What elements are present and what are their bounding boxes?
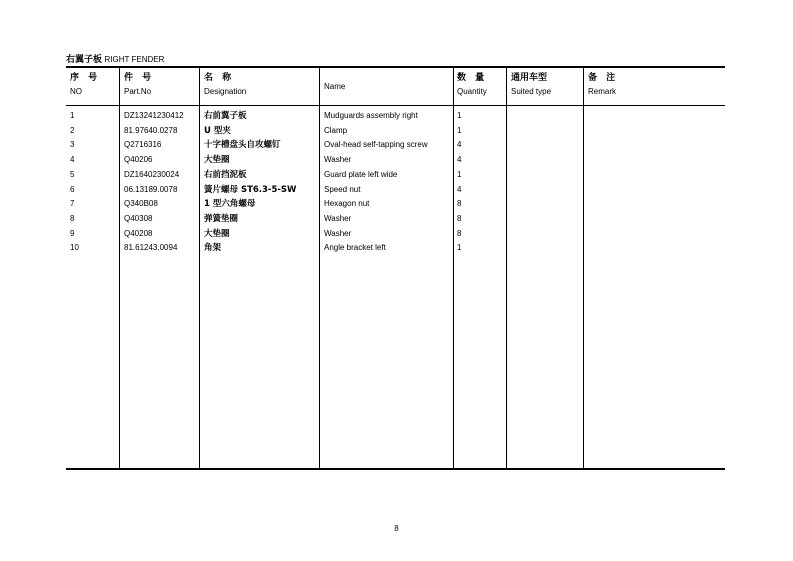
header-no-cn: 序 号 [70,73,101,83]
header-divider [66,105,725,106]
cell-designation: 右前挡泥板 [204,169,247,180]
header-suited-en: Suited type [511,87,552,96]
header-suited-type [511,72,551,98]
header-part-cn: 件 号 [124,73,155,83]
cell-no: 5 [70,169,75,179]
cell-name: Clamp [324,125,348,135]
cell-no: 10 [70,243,79,253]
cell-part-no: 81.97640.0278 [124,125,178,135]
table-row [66,124,725,139]
cell-quantity: 4 [457,140,462,150]
cell-designation: 弹簧垫圈 [204,213,239,224]
cell-name: Washer [324,155,352,165]
title-english: RIGHT FENDER [104,55,165,64]
cell-no: 8 [70,213,75,223]
cell-name: Hexagon nut [324,199,370,209]
cell-quantity: 4 [457,155,462,165]
cell-quantity: 8 [457,213,462,223]
cell-designation: 角架 [204,243,222,254]
table-row [66,241,725,256]
header-quantity-cn: 数 量 [457,73,488,83]
header-designation-cn: 名 称 [204,73,235,83]
cell-part-no: Q340B08 [124,199,158,209]
cell-quantity: 1 [457,125,462,135]
header-no-en: NO [70,87,82,96]
cell-name: Guard plate left wide [324,169,398,179]
cell-no: 1 [70,111,75,120]
cell-quantity: 1 [457,169,462,179]
cell-designation: 大垫圈 [204,228,230,239]
cell-name: Angle bracket left [324,243,386,253]
page-title [66,52,164,65]
cell-designation: 十字槽盘头自攻螺钉 [204,140,281,151]
cell-part-no: Q40206 [124,155,153,165]
cell-quantity: 1 [457,243,462,253]
cell-name: Washer [324,213,352,223]
header-quantity [457,72,487,98]
table-row [66,138,725,153]
cell-name: Mudguards assembly right [324,111,418,120]
header-remark-en: Remark [588,87,617,96]
page-number: 8 [394,524,399,533]
cell-name: Washer [324,228,352,238]
cell-no: 9 [70,228,75,238]
header-suited-cn: 通用车型 [511,73,548,83]
cell-quantity: 8 [457,199,462,209]
cell-designation: U 型夹 [204,125,231,136]
cell-part-no: Q40208 [124,228,153,238]
cell-no: 3 [70,140,75,150]
cell-part-no: DZ13241230412 [124,111,184,120]
table-row [66,109,725,124]
header-remark [588,72,618,98]
cell-part-no: Q2716316 [124,140,162,150]
cell-name: Speed nut [324,184,361,194]
table-row [66,212,725,227]
cell-no: 4 [70,155,75,165]
header-designation [204,72,246,98]
cell-designation: 大垫圈 [204,155,230,166]
cell-no: 2 [70,125,75,135]
cell-no: 6 [70,184,75,194]
header-remark-cn: 备 注 [588,73,619,83]
cell-part-no: 81.61243.0094 [124,243,178,253]
cell-quantity: 8 [457,228,462,238]
parts-table [66,66,725,470]
cell-designation: 簧片螺母 ST6.3-5-SW [204,184,297,195]
table-row [66,227,725,242]
header-part-no [124,72,154,98]
cell-name: Oval-head self-tapping screw [324,140,428,150]
title-chinese: 右翼子板 [66,55,103,65]
header-no [70,72,100,98]
header-name: Name [324,82,346,91]
cell-quantity: 4 [457,184,462,194]
table-row [66,153,725,168]
cell-part-no: DZ1640230024 [124,169,180,179]
cell-no: 7 [70,199,75,209]
header-part-en: Part.No [124,87,152,96]
cell-part-no: Q40308 [124,213,153,223]
cell-part-no: 06.13189.0078 [124,184,178,194]
cell-quantity: 1 [457,111,462,120]
header-quantity-en: Quantity [457,87,487,96]
table-row [66,197,725,212]
cell-designation: 右前翼子板 [204,111,247,121]
cell-designation: 1 型六角螺母 [204,199,256,210]
table-row [66,183,725,198]
table-row [66,168,725,183]
header-designation-en: Designation [204,87,247,96]
